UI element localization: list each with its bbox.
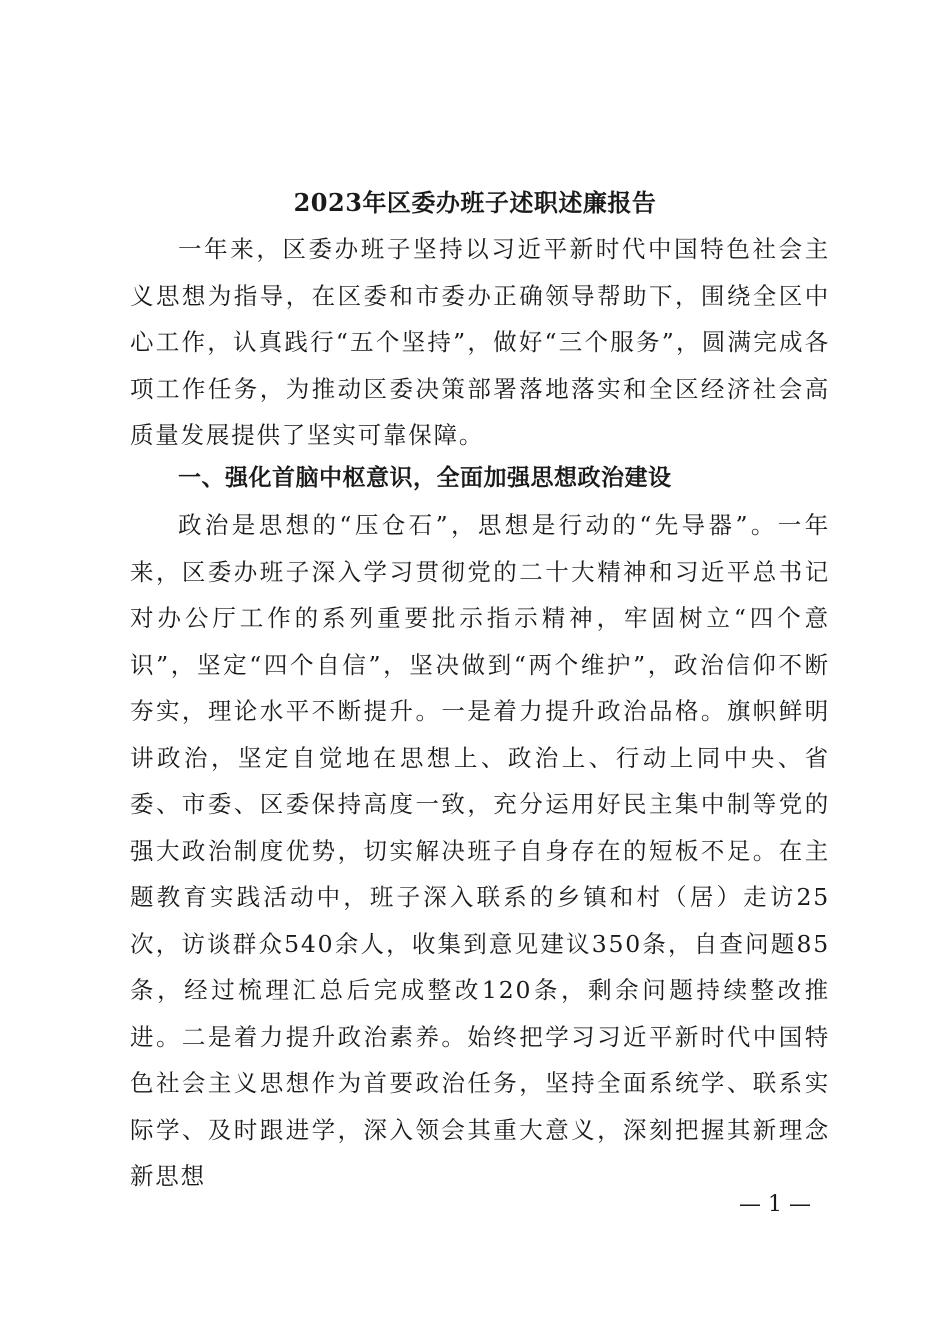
section-body-paragraph: 政治是思想的“压仓石”，思想是行动的“先导器”。一年来，区委办班子深入学习贯彻党的二十大精神和习近平总书记对办公厅工作的系列重要批示指示精神，牢固树立“四个意识”，坚定“四个自信”，坚决做到“两个维护”，政治信仰不断夯实，理论水平不断提升。一是着力提升政治品格。旗帜鲜明讲政治，坚定自觉地在思想上、政治上、行动上同中央、省委、市委、区委保持高度一致，充分运用好民主集中制等党的强大政治制度优势，切实解决班子自身存在的短板不足。在主题教育实践活动中，班子深入联系的乡镇和村（居）走访25次，访谈群众540余人，收集到意见建议350条，自查问题85条，经过梳理汇总后完成整改120条，剩余问题持续整改推进。二是着力提升政治素养。始终把学习习近平新时代中国特色社会主义思想作为首要政治任务，坚持全面系统学、联系实际学、及时跟进学，深入领会其重大意义，深刻把握其新理念新思想 bbox=[130, 511, 830, 1190]
document-title: 2023年区委办班子述职述廉报告 bbox=[293, 188, 657, 217]
section-heading: 一、强化首脑中枢意识，全面加强思想政治建设 bbox=[178, 465, 672, 491]
intro-paragraph: 一年来，区委办班子坚持以习近平新时代中国特色社会主义思想为指导，在区委和市委办正确领导帮助下，围绕全区中心工作，认真践行“五个坚持”，做好“三个服务”，圆满完成各项工作任务，为推动区委决策部署落地落实和全区经济社会高质量发展提供了坚实可靠保障。 bbox=[130, 235, 830, 449]
page-number: — 1 — bbox=[739, 1192, 811, 1217]
